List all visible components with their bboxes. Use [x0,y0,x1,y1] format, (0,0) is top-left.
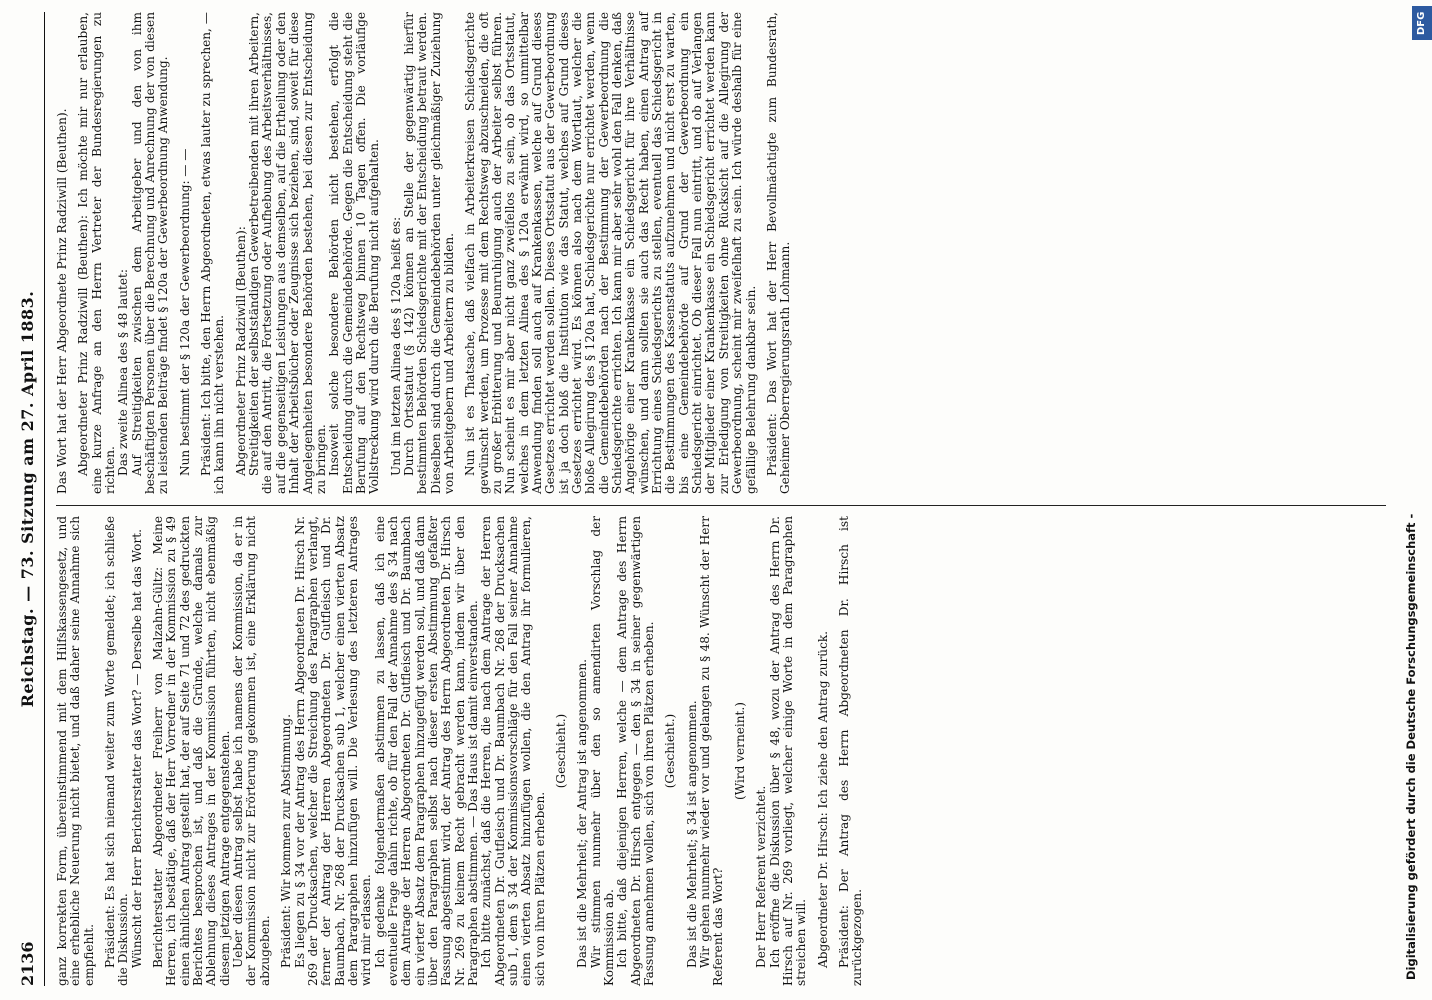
column-divider [56,505,1386,506]
paragraph: Das Wort hat der Herr Abgeordnete Prinz Radziwill (Beuthen). [55,108,69,494]
paragraph: Präsident: Es hat sich niemand weiter zum Worte gemeldet; ich schließe die Diskussion. [103,516,131,986]
stage-direction: (Geschieht.) [554,713,569,789]
paragraph: Berichterstatter Abgeordneter Freiherr von Malzahn-Gültz: Meine Herren, ich bestätige, daß der Herr Vorredner in der Kommission zu § 49 einen ähnlichen Antrag gestellt hat, der auf Seite 71 und 72 des gedruckten Berichtes besprochen ist, und daß die Gründe, welche damals zur Ablehnung dieses Antrages in der Kommission führten, nicht ebenmäßig diesem jetzigen Antrage entgegenstehen. [151,516,232,986]
quoted-paragraph: Durch Ortsstatut (§ 142) können an Stelle der gegenwärtig hierfür bestimmten Behörden Schiedsgerichte mit der Entscheidung betraut werden. Dieselben sind durch die Gemeindebehörden unter gleichmäßiger Zuziehung von Arbeitgebern und Arbeitern zu bilden. [401,12,456,494]
paragraph: Es liegen zu § 34 vor der Antrag des Herrn Abgeordneten Dr. Hirsch Nr. 269 der Drucksachen, welcher die Streichung des Paragraphen verlangt, ferner der Antrag der Herren Abgeordneten Dr. Gutfleisch und Dr. Baumbach, Nr. 268 der Drucksachen sub 1, welcher einen vierten Absatz dem Paragraphen hinzufügen will. Die Verlesung des letzteren Antrages wird mir erlassen. [292,516,374,986]
side-attribution [1398,0,1432,1000]
paragraph: Nun bestimmt der § 120a der Gewerbeordnung: — — [177,148,192,476]
paragraph: Ich eröffne die Diskussion über § 48, wozu der Antrag des Herrn Dr. Hirsch auf Nr. 269 vorliegt, welcher einige Worte in dem Paragraphen streichen will. [767,516,809,986]
paragraph: Und im letzten Alinea des § 120a heißt es: [388,216,403,476]
paragraph: Wünscht der Herr Berichterstatter das Wort? — Derselbe hat das Wort. [129,529,144,968]
paragraph: Das zweite Alinea des § 48 lautet: [116,269,131,476]
quoted-paragraph: Insoweit solche besondere Behörden nicht bestehen, erfolgt die Entscheidung durch die Gemeindebehörde. Gegen die Entscheidung steht die Berufung auf den Rechtsweg binnen 10 Tagen offen. Die vorläufige Vollstreckung wird durch die Berufung nicht aufgehalten. [327,12,382,494]
paragraph: Abgeordneter Prinz Radziwill (Beuthen): [233,226,248,476]
paragraph: Wir gehen nunmehr wieder vor und gelangen zu § 48. Wünscht der Herr Referent das Wort? [698,516,726,986]
paragraph: Ueber diesen Antrag selbst habe ich namens der Kommission, da er in der Kommission nicht zur Erörterung gekommen ist, eine Erklärung nicht abzugeben. [231,516,272,986]
paragraph: Präsident: Das Wort hat der Herr Bevollmächtigte zum Bundesrath, Geheimer Oberregierungsrath Lohmann. [764,12,793,494]
page-running-title: Reichstag. — 73. Sitzung am 27. April 1883. [18,290,37,708]
stage-direction: (Geschieht.) [663,713,678,789]
paragraph: Ich bitte zunächst, daß die Herren, die nach dem Antrage der Herren Abgeordneten Dr. Gutfleisch und Dr. Baumbach Nr. 268 der Drucksachen sub 1, dem § 34 der Kommissionsvorschläge für den Fall seiner Annahme einen vierten Absatz hinzufügen wollen, die den Antrag ihr formulieren, sich von ihren Plätzen erheben. [479,516,547,986]
paragraph: Abgeordneter Prinz Radziwill (Beuthen): Ich möchte mir nur erlauben, eine kurze Anfrage an den Herrn Vertreter der Bundesregierungen zu richten. [76,12,118,494]
paragraph: Präsident: Ich bitte, den Herrn Abgeordneten, etwas lauter zu sprechen, — ich kann ihn nicht verstehen. [199,12,227,494]
stage-direction: (Wird verneint.) [732,702,747,800]
paragraph: ganz korrekten Form, übereinstimmend mit dem Hilfskassengesetz, und eine erhebliche Neuerung nicht bietet, und daß daher seine Annahme sich empfiehlt. [55,516,96,986]
quoted-paragraph: Auf Streitigkeiten zwischen dem Arbeitgeber und den von ihm beschäftigten Personen über die Berechnung und Anrechnung der von diesen zu leistenden Beiträge findet § 120a der Gewerbeordnung Anwendung. [129,12,171,494]
dfg-logo: DFG [1412,6,1432,40]
quoted-paragraph: Streitigkeiten der selbstständigen Gewerbetreibenden mit ihren Arbeitern, die auf den Antritt, die Fortsetzung oder Aufhebung des Arbeitsverhältnisses, auf die gegenseitigen Leistungen aus demselben, auf die Ertheilung oder den Inhalt der Arbeitsbücher oder Zeugnisse sich beziehen, sind, soweit für diese Angelegenheiten besondere Behörden bestehen, bei diesen zur Entscheidung zu bringen. [247,12,328,494]
paragraph: Das ist die Mehrheit; der Antrag ist angenommen. [575,658,590,968]
paragraph: Präsident: Der Antrag des Herrn Abgeordneten Dr. Hirsch ist zurückgezogen. [836,516,865,986]
paragraph: Abgeordneter Dr. Hirsch: Ich ziehe den Antrag zurück. [815,630,830,968]
right-column [56,12,793,494]
paragraph: Präsident: Wir kommen zur Abstimmung. [279,713,294,968]
paragraph: Ich gedenke folgendermaßen abstimmen zu lassen, daß ich eine eventuelle Frage dahin richte, ob für den Fall der Annahme des § 34 nach dem Antrage der Herren Abgeordneten Dr. Gutfleisch und Dr. Baumbach ein vierter Absatz dem Paragraphen hinzugefügt werden soll, und daß dann über den Paragraphen selbst nach dieser ersten Abstimmung gefaßter Fassung abgestimmt wird, der Antrag des Herrn Abgeordneten Dr. Hirsch Nr. 269 zu keinem Recht gebracht werden kann, indem wir über den Paragraphen abstimmen. — Das Haus ist damit einverstanden. [372,516,480,986]
paragraph: Der Herr Referent verzichtet. [754,785,769,968]
paragraph: Das ist die Mehrheit; § 34 ist angenommen. [684,700,699,968]
paragraph: Wir stimmen nunmehr über den so amendirten Vorschlag der Kommission ab. [588,516,617,986]
left-column [56,516,865,986]
attribution-text: Digitalisierung gefördert durch die Deutsche Forschungsgemeinschaft - [1404,513,1418,980]
paragraph: Nun ist es Thatsache, daß vielfach in Arbeiterkreisen Schiedsgerichte gewünscht werden, um Prozesse mit dem Rechtsweg abzuschneiden, die oft zu großer Erbitterung und Beunruhigung auch der Arbeiter selbst führen. Nun scheint es mir aber nicht ganz zweifellos zu sein, ob das Ortsstatut, welches in dem letzten Alinea des § 120a erwähnt wird, so unmittelbar Anwendung finden soll auch auf Krankenkassen, welche auf Grund dieses Gesetzes errichtet werden sollen. Dieses Ortsstatut aus der Gewerbeordnung ist ja doch bloß die Institution wie das Statut, welches auf Grund dieses Gesetzes errichtet wird. Es können also nach dem Wortlaut, welcher die bloße Allegirung des § 120a hat, Schiedsgerichte nur errichtet werden, wenn die Gemeindebehörden nach der Bestimmung der Gewerbeordnung die Schiedsgerichte errichten. Ich kann mir aber sehr wohl den Fall denken, daß Angehörige einer Krankenkasse ein Schiedsgericht für ihre Verhältnisse wünschen, und dann sollten sie auch das Recht haben, einen Antrag auf Errichtung eines Schiedsgerichts zu stellen, eventuell das Schiedsgericht in die Bestimmungen des Kassenstatuts aufzunehmen und nicht erst zu warten, bis eine Gemeindebehörde auf Grund der Gewerbeordnung ein Schiedsgericht einrichtet. Ob dieser Fall nun eintritt, und ob auf Verlangen der Mitglieder einer Krankenkasse ein Schiedsgericht errichtet werden kann zur Erledigung von Streitigkeiten ohne Rücksicht auf die Allegirung der Gewerbeordnung, scheint mir zweifelhaft zu sein. Ich würde deshalb für eine gefällige Belehrung dankbar sein. [463,12,758,494]
page-number: 2136 [18,941,37,986]
paragraph: Ich bitte, daß diejenigen Herren, welche — dem Antrage des Herrn Abgeordneten Dr. Hirsch entgegen — den § 34 in seiner gegenwärtigen Fassung annehmen wollen, sich von ihren Plätzen erheben. [615,516,657,986]
page-header [14,12,45,986]
